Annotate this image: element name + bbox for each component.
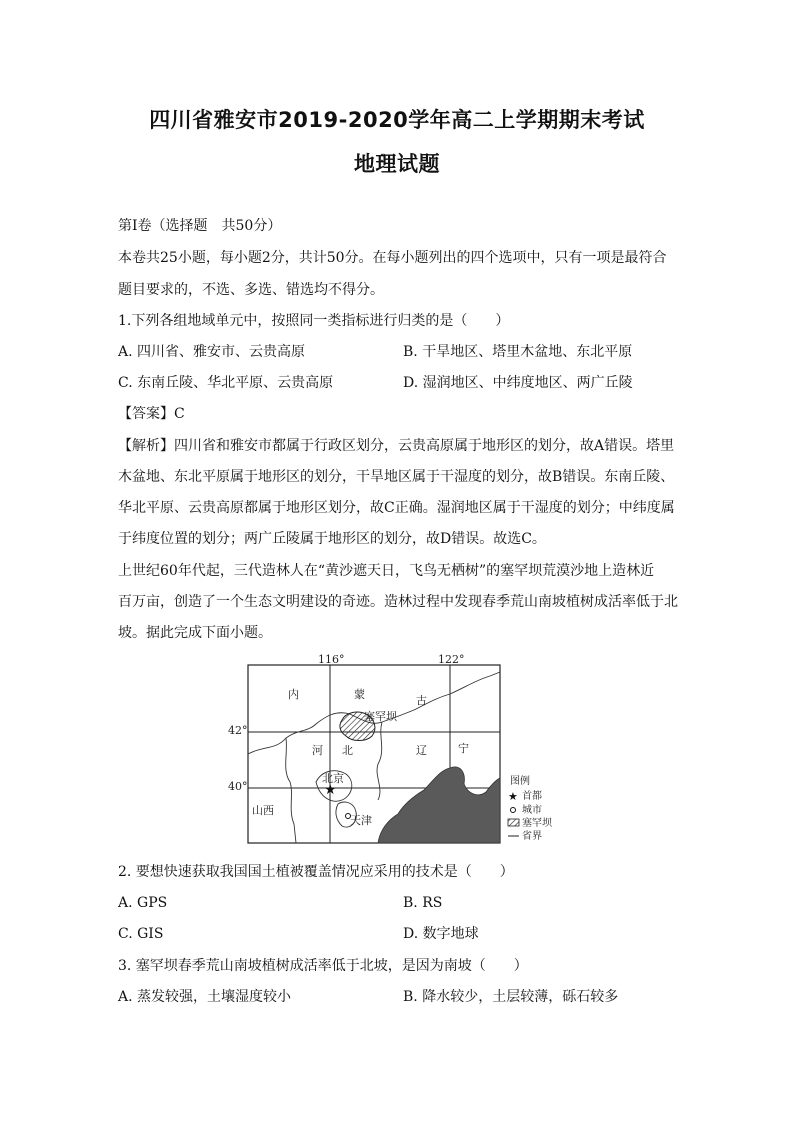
legend-saihanba-label: 塞罕坝 [522, 818, 552, 829]
q2-option-a: A. GPS [118, 895, 168, 911]
label-saihanba: 塞罕坝 [364, 710, 397, 723]
q1-analysis-line: 于纬度位置的划分；两广丘陵属于地形区的划分，故D错误。故选C。 [118, 531, 546, 547]
q3-stem: 3. 塞罕坝春季荒山南坡植树成活率低于北坡，是因为南坡（ ） [118, 958, 528, 974]
passage-line: 坡。据此完成下面小题。 [118, 625, 272, 641]
label-tianjin: 天津 [350, 814, 372, 827]
lon-label-122: 122° [438, 654, 465, 666]
lat-label-42: 42° [228, 724, 248, 737]
passage-line: 百万亩，创造了一个生态文明建设的奇迹。造林过程中发现春季荒山南坡植树成活率低于北 [118, 594, 678, 610]
label-beijing: 北京 [322, 772, 344, 785]
lat-label-40: 40° [228, 780, 248, 793]
q2-option-d: D. 数字地球 [403, 926, 479, 942]
q3-option-a: A. 蒸发较强，土壤湿度较小 [118, 989, 292, 1005]
section-heading: 第Ⅰ卷（选择题 共50分） [118, 218, 282, 234]
instruction-line: 本卷共25小题，每小题2分，共计50分。在每小题列出的四个选项中，只有一项是最符合 [118, 250, 667, 266]
q2-stem: 2. 要想快速获取我国国土植被覆盖情况应采用的技术是（ ） [118, 864, 514, 880]
label-bei: 北 [342, 744, 353, 757]
page-subtitle: 地理试题 [354, 152, 440, 176]
q1-option-d: D. 湿润地区、中纬度地区、两广丘陵 [403, 375, 633, 391]
q1-option-c: C. 东南丘陵、华北平原、云贵高原 [118, 375, 334, 391]
legend-city-icon [511, 808, 516, 813]
q1-option-a: A. 四川省、雅安市、云贵高原 [118, 344, 306, 360]
q1-option-b: B. 干旱地区、塔里木盆地、东北平原 [403, 344, 633, 360]
lon-label-116: 116° [318, 654, 345, 666]
instruction-line: 题目要求的，不选、多选、错选均不得分。 [118, 282, 384, 298]
page-title: 四川省雅安市2019-2020学年高二上学期期末考试 [149, 108, 645, 132]
label-liao: 辽 [416, 744, 427, 757]
q3-option-b: B. 降水较少，土层较薄，砾石较多 [403, 989, 619, 1005]
label-shanxi: 山西 [252, 804, 274, 817]
legend-saihanba-icon [508, 819, 519, 826]
bohai-sea [378, 767, 500, 843]
province-boundary [382, 672, 500, 722]
label-meng: 蒙 [354, 688, 365, 701]
q1-analysis-line: 华北平原、云贵高原都属于地形区划分，故C正确。湿润地区属于干湿度的划分；中纬度属 [118, 500, 675, 516]
province-boundary [286, 738, 296, 843]
q2-option-b: B. RS [403, 895, 443, 911]
q1-stem: 1.下列各组地域单元中，按照同一类指标进行归类的是（ ） [118, 313, 510, 329]
legend-city-label: 城市 [522, 805, 542, 816]
label-he: 河 [312, 744, 323, 757]
q2-option-c: C. GIS [118, 926, 164, 942]
legend-boundary-label: 省界 [522, 831, 542, 842]
legend-title: 图例 [510, 776, 530, 787]
q1-analysis-line: 【解析】四川省和雅安市都属于行政区划分，云贵高原属于地形区的划分，故A错误。塔里 [118, 438, 675, 454]
legend-capital-icon: ★ [508, 790, 518, 803]
q1-analysis-line: 木盆地、东北平原属于地形区的划分，干旱地区属于干湿度的划分，故B错误。东南丘陵、 [118, 469, 675, 485]
passage-line: 上世纪60年代起，三代造林人在“黄沙遮天日，飞鸟无栖树”的塞罕坝荒漠沙地上造林近 [118, 563, 655, 579]
label-ning: 宁 [458, 742, 469, 755]
legend-capital-label: 首都 [522, 791, 542, 802]
label-nei: 内 [288, 688, 299, 701]
q1-answer: 【答案】C [118, 406, 185, 422]
saihanba-map [228, 654, 608, 846]
label-gu: 古 [416, 694, 427, 707]
beijing-star-icon: ★ [324, 782, 337, 798]
